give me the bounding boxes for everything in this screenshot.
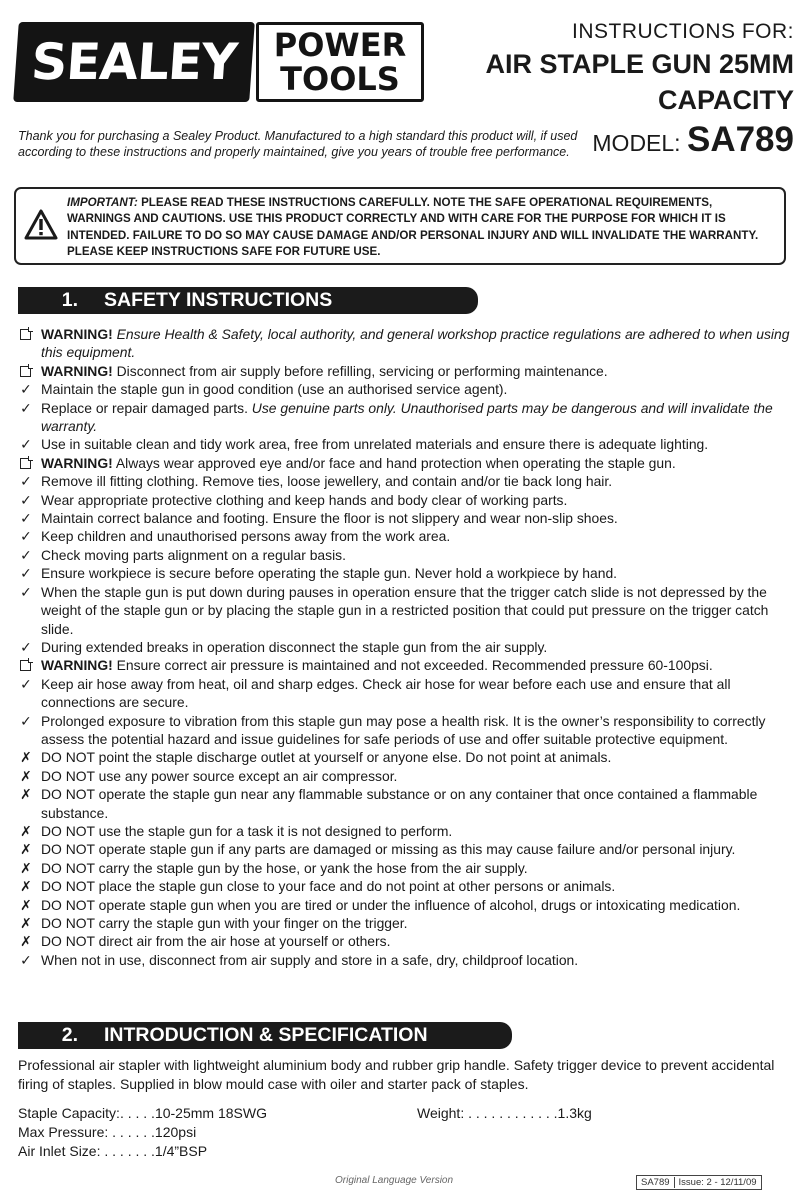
- list-item-text: DO NOT place the staple gun close to your face and do not point at other persons or animals.: [41, 878, 616, 895]
- list-item: [18, 564, 793, 582]
- cross-icon: ✗: [20, 896, 32, 913]
- instructions-for-label: INSTRUCTIONS FOR:: [572, 20, 794, 43]
- list-item: [18, 932, 793, 950]
- section-1-number: 1.: [61, 289, 78, 311]
- section-2-number: 2.: [61, 1024, 78, 1046]
- checkbox-icon: [20, 660, 31, 671]
- list-item: [18, 914, 793, 932]
- list-item: [18, 325, 793, 362]
- list-item: [18, 399, 793, 436]
- list-item: [18, 454, 793, 472]
- warning-label: WARNING!: [41, 657, 113, 674]
- sealey-logo: [13, 22, 255, 102]
- list-item-text: Ensure workpiece is secure before operating the staple gun. Never hold a workpiece by hand.: [41, 565, 618, 582]
- footer-language-version: Original Language Version: [335, 1175, 454, 1186]
- spec-staple-capacity: Staple Capacity:. . . . .10-25mm 18SWG: [18, 1105, 267, 1121]
- model-number: SA789: [686, 120, 794, 159]
- check-icon: ✓: [20, 491, 32, 508]
- check-icon: ✓: [20, 675, 32, 692]
- safety-instructions-list: [18, 325, 793, 969]
- footer-issue: Issue: 2 - 12/11/09: [674, 1177, 761, 1188]
- cross-icon: ✗: [20, 749, 32, 766]
- list-item: [18, 767, 793, 785]
- cross-icon: ✗: [20, 915, 32, 931]
- list-item: [18, 896, 793, 914]
- spec-weight: Weight: . . . . . . . . . . . .1.3kg: [417, 1105, 592, 1121]
- check-icon: ✓: [20, 583, 32, 600]
- cross-icon: ✗: [20, 767, 32, 784]
- check-icon: ✓: [20, 546, 32, 563]
- section-1-header: [18, 287, 478, 314]
- section-2-header: [18, 1022, 512, 1049]
- list-item-text: When not in use, disconnect from air supply and store in a safe, dry, childproof location.: [41, 951, 579, 968]
- checkbox-icon: [20, 366, 31, 377]
- list-item-text: DO NOT carry the staple gun with your finger on the trigger.: [41, 915, 408, 931]
- list-item-text: DO NOT operate staple gun when you are tired or under the influence of alcohol, drugs or intoxicating medication.: [41, 896, 741, 913]
- sealey-logo-text: SEALEY: [29, 33, 239, 91]
- section-2-title: INTRODUCTION & SPECIFICATION: [104, 1024, 428, 1046]
- product-title-line1: AIR STAPLE GUN 25MM: [485, 49, 794, 79]
- list-item: [18, 951, 793, 969]
- list-item: [18, 472, 793, 490]
- warning-label: WARNING!: [41, 454, 113, 471]
- checkbox-icon: [20, 458, 31, 469]
- list-item: [18, 840, 793, 858]
- list-item-text: DO NOT carry the staple gun by the hose, or yank the hose from the air supply.: [41, 859, 528, 876]
- check-icon: ✓: [20, 565, 32, 582]
- spec-max-pressure: Max Pressure: . . . . . .120psi: [18, 1124, 197, 1140]
- cross-icon: ✗: [20, 878, 32, 895]
- important-notice-text: [67, 195, 779, 260]
- list-item-text: Replace or repair damaged parts.: [41, 399, 248, 416]
- list-item: [18, 638, 793, 656]
- list-item: [18, 546, 793, 564]
- cross-icon: ✗: [20, 822, 32, 839]
- list-item: [18, 509, 793, 527]
- footer-issue-box: [636, 1175, 762, 1190]
- check-icon: ✓: [20, 528, 32, 545]
- power-tools-logo: [256, 22, 424, 102]
- check-icon: ✓: [20, 638, 32, 655]
- check-icon: ✓: [20, 510, 32, 527]
- footer-model: SA789: [641, 1177, 670, 1188]
- list-item-text: Keep children and unauthorised persons away from the work area.: [41, 528, 451, 545]
- list-item-text: Check moving parts alignment on a regular basis.: [41, 546, 346, 563]
- check-icon: ✓: [20, 473, 32, 490]
- list-item: [18, 822, 793, 840]
- important-body: PLEASE READ THESE INSTRUCTIONS CAREFULLY. NOTE THE SAFE OPERATIONAL REQUIREMENTS, WARNINGS AND CAUTIONS. USE THIS PRODUCT CORRECTLY AND WITH CARE FOR THE PURPOSE FOR WHICH IT IS INTENDED. FAILURE TO DO SO MAY CAUSE DAMAGE AND/OR PERSONAL INJURY AND WILL INVALIDATE THE WARRANTY. PLEASE KEEP INSTRUCTIONS SAFE FOR FUTURE USE.: [67, 196, 759, 258]
- list-item-text: DO NOT use any power source except an air compressor.: [41, 767, 398, 784]
- thank-you-text: Thank you for purchasing a Sealey Product. Manufactured to a high standard this product will, if used according to these instructions and properly maintained, give you years of trouble free performance.: [18, 129, 578, 159]
- list-item: [18, 877, 793, 895]
- list-item: [18, 527, 793, 545]
- list-item-text: Remove ill fitting clothing. Remove ties, loose jewellery, and contain and/or tie back long hair.: [41, 473, 613, 490]
- list-item-text: Wear appropriate protective clothing and keep hands and body clear of working parts.: [41, 491, 568, 508]
- list-item-text: During extended breaks in operation disconnect the staple gun from the air supply.: [41, 638, 548, 655]
- list-item: [18, 712, 793, 749]
- product-title-line2: CAPACITY: [657, 85, 794, 115]
- list-item-text: Maintain the staple gun in good condition (use an authorised service agent).: [41, 381, 508, 398]
- list-item: [18, 785, 793, 822]
- cross-icon: ✗: [20, 933, 32, 950]
- power-tools-logo-line2: TOOLS: [280, 60, 400, 98]
- warning-label: WARNING!: [41, 362, 113, 379]
- list-item: [18, 435, 793, 453]
- cross-icon: ✗: [20, 859, 32, 876]
- list-item: [18, 362, 793, 380]
- list-item-text: Ensure correct air pressure is maintained and not exceeded. Recommended pressure 60-100psi.: [116, 657, 713, 674]
- list-item: [18, 656, 793, 674]
- list-item-text: DO NOT operate the staple gun near any flammable substance or on any container that once contained a flammable substance.: [41, 786, 758, 821]
- list-item: [18, 859, 793, 877]
- list-item-text-italic: Use genuine parts only. Unauthorised parts may be dangerous and will invalidate the warranty.: [41, 399, 773, 435]
- check-icon: ✓: [20, 399, 32, 416]
- warning-triangle-icon: [24, 209, 58, 241]
- list-item-text: Keep air hose away from heat, oil and sharp edges. Check air hose for wear before each use and ensure that all connections are secure.: [41, 675, 731, 711]
- list-item-text: DO NOT point the staple discharge outlet at yourself or anyone else. Do not point at animals.: [41, 749, 612, 766]
- list-item-text: Maintain correct balance and footing. Ensure the floor is not slippery and wear non-slip shoes.: [41, 510, 618, 527]
- spec-air-inlet: Air Inlet Size: . . . . . . .1/4”BSP: [18, 1143, 208, 1159]
- cross-icon: ✗: [20, 786, 32, 803]
- warning-label: WARNING!: [41, 326, 113, 342]
- list-item: [18, 748, 793, 766]
- model-label: MODEL:: [592, 130, 681, 156]
- check-icon: ✓: [20, 951, 32, 968]
- cross-icon: ✗: [20, 841, 32, 858]
- list-item-text: Ensure Health & Safety, local authority, and general workshop practice regulations are adhered to when using this equipment.: [41, 326, 790, 361]
- check-icon: ✓: [20, 436, 32, 453]
- introduction-text: Professional air stapler with lightweight aluminium body and rubber grip handle. Safety trigger device to prevent accidental firing of staples. Supplied in blow mould case with oiler and starter pack of staples.: [18, 1057, 775, 1092]
- important-lead: IMPORTANT:: [67, 196, 138, 209]
- list-item-text: Use in suitable clean and tidy work area, free from unrelated materials and ensure there is adequate lighting.: [41, 436, 709, 453]
- list-item: [18, 491, 793, 509]
- list-item-text: DO NOT direct air from the air hose at yourself or others.: [41, 933, 391, 950]
- list-item: [18, 675, 793, 712]
- list-item-text: DO NOT use the staple gun for a task it is not designed to perform.: [41, 822, 453, 839]
- checkbox-icon: [20, 329, 31, 340]
- list-item-text: DO NOT operate staple gun if any parts are damaged or missing as this may cause failure and/or personal injury.: [41, 841, 736, 858]
- section-1-title: SAFETY INSTRUCTIONS: [104, 289, 333, 311]
- list-item-text: When the staple gun is put down during pauses in operation ensure that the trigger catch slide is not depressed by the weight of the staple gun or by placing the staple gun in a restricted position that could put pressure on the trigger catch slide.: [41, 583, 769, 637]
- check-icon: ✓: [20, 381, 32, 398]
- list-item-text: Always wear approved eye and/or face and hand protection when operating the staple gun.: [115, 454, 676, 471]
- power-tools-logo-line1: POWER: [273, 26, 407, 64]
- check-icon: ✓: [20, 712, 32, 729]
- list-item-text: Disconnect from air supply before refilling, servicing or performing maintenance.: [116, 362, 608, 379]
- list-item: [18, 380, 793, 398]
- list-item: [18, 583, 793, 638]
- list-item-text: Prolonged exposure to vibration from this staple gun may pose a health risk. It is the owner’s responsibility to correctly assess the potential hazard and issue guidelines for safe periods of use and offer suitable protective equipment.: [41, 712, 766, 747]
